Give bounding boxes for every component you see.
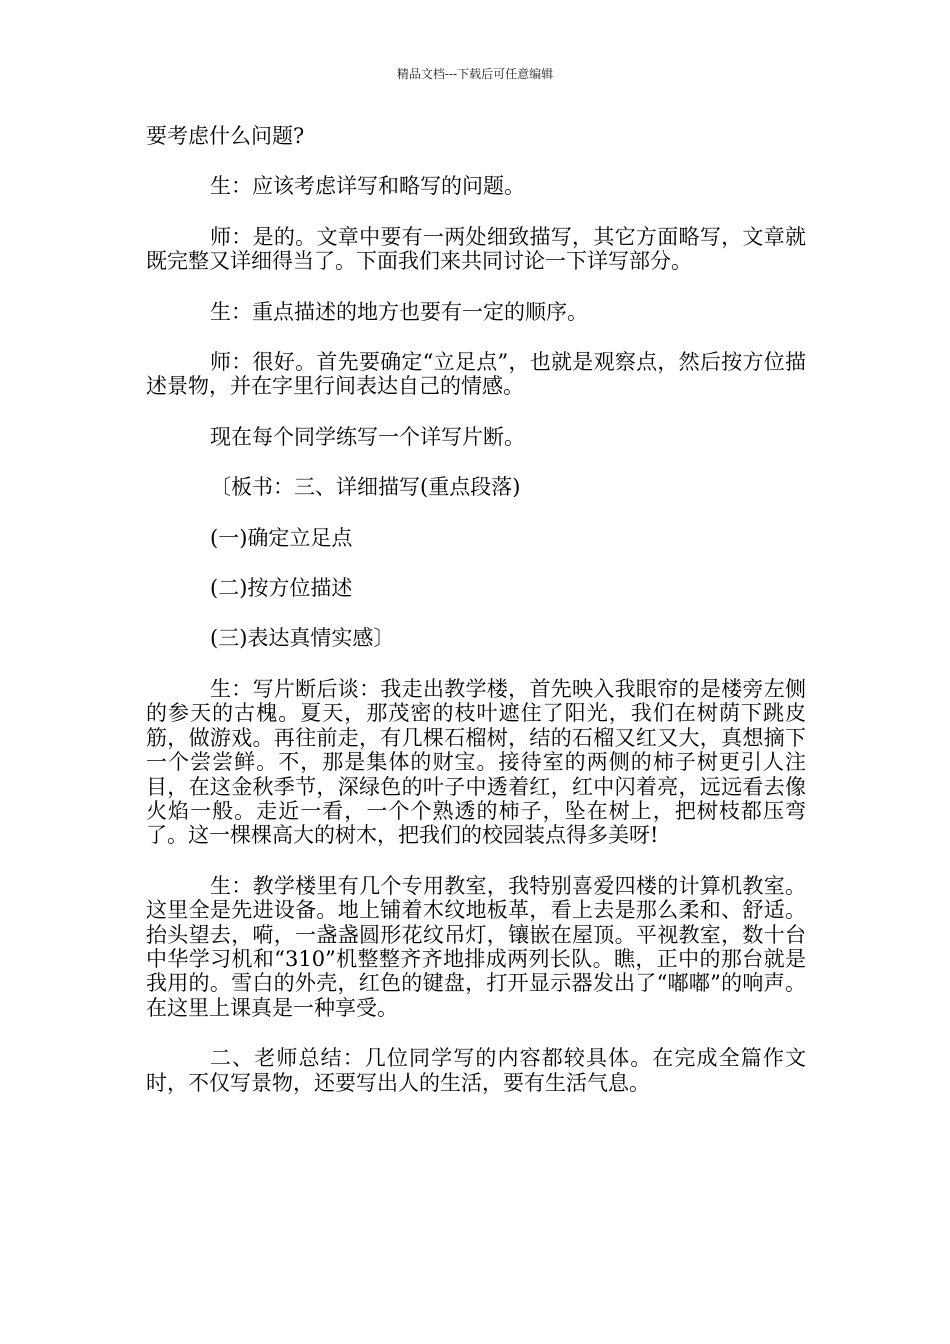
paragraph-summary: 二、老师总结：几位同学写的内容都较具体。在完成全篇作文时，不仅写景物，还要写出人的生活，要有生活气息。 [146, 1046, 806, 1095]
paragraph-student-1: 生：写片断后谈：我走出教学楼，首先映入我眼帘的是楼旁左侧的参天的古槐。夏天，那茂密的枝叶遮住了阳光，我们在树荫下跳皮筋，做游戏。再往前走，有几棵石榴树，结的石榴又红又大，真想摘下一个尝尝鲜。不，那是集体的财宝。接待室的两侧的柿子树更引人注目，在这金秋季节，深绿色的叶子中透着红，红中闪着亮，远远看去像火焰一般。走近一看，一个个熟透的柿子，坠在树上，把树枝都压弯了。这一棵棵高大的树木，把我们的校园装点得多美呀! [146, 676, 806, 848]
board-item-3: (三)表达真情实感〕 [210, 626, 395, 651]
document-body [146, 124, 806, 1121]
paragraph-3: 师：是的。文章中要有一两处细致描写，其它方面略写，文章就既完整又详细得当了。下面我们来共同讨论一下详写部分。 [146, 224, 806, 274]
paragraph-2: 生：应该考虑详写和略写的问题。 [210, 174, 525, 199]
paragraph-6: 现在每个同学练写一个详写片断。 [210, 424, 525, 449]
paragraph-4: 生：重点描述的地方也要有一定的顺序。 [210, 299, 588, 324]
paragraph-1: 要考虑什么问题? [146, 124, 305, 148]
page-header: 精品文档---下载后可任意编辑 [396, 67, 554, 81]
board-heading: 〔板书：三、详细描写(重点段落) [210, 475, 521, 500]
paragraph-student-2: 生：教学楼里有几个专用教室，我特别喜爱四楼的计算机教室。这里全是先进设备。地上铺着木纹地板革，看上去是那么柔和、舒适。抬头望去，嗬，一盏盏圆形花纹吊灯，镶嵌在屋顶。平视教室，数十台中华学习机和“310”机整整齐齐地排成两列长队。瞧，正中的那台就是我用的。雪白的外壳，红色的键盘，打开显示器发出了“嘟嘟”的响声。在这里上课真是一种享受。 [146, 873, 806, 1020]
board-item-1: (一)确定立足点 [210, 525, 353, 550]
paragraph-5: 师：很好。首先要确定“立足点”，也就是观察点，然后按方位描述景物，并在字里行间表达自己的情感。 [146, 350, 806, 399]
board-item-2: (二)按方位描述 [210, 576, 353, 601]
